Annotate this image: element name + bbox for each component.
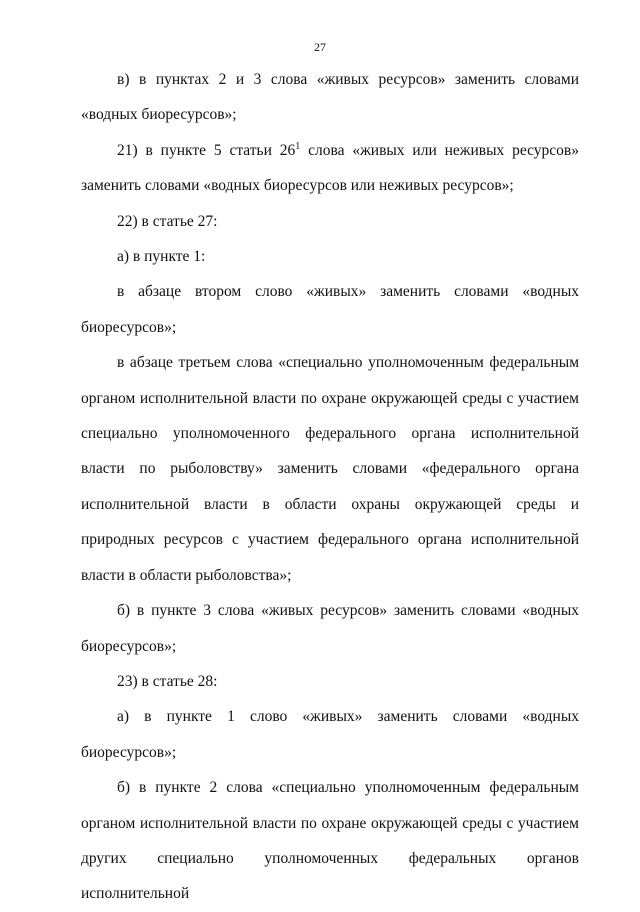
- paragraph-item-23-b: б) в пункте 2 слова «специально уполномоченным федеральным органом исполнительной власти по охране окружающей среды с участием других специально уполномоченных федеральных органов исполнительной: [81, 779, 579, 903]
- paragraph-item-23-a: а) в пункте 1 слово «живых» заменить словами «водных биоресурсов»;: [81, 708, 579, 761]
- paragraph-item-23: 23) в статье 28:: [117, 672, 218, 690]
- paragraph-item-22-b: б) в пункте 3 слова «живых ресурсов» заменить словами «водных биоресурсов»;: [81, 602, 579, 655]
- paragraph-item-21-end: слова «живых или неживых ресурсов» заменить словами «водных биоресурсов или неживых ресурсов»;: [81, 141, 579, 195]
- paragraph-item-21: [81, 133, 579, 204]
- paragraph-item-v: в) в пунктах 2 и 3 слова «живых ресурсов» заменить словами «водных биоресурсов»;: [81, 71, 579, 124]
- paragraph-item-22: 22) в статье 27:: [117, 212, 218, 230]
- paragraph-item-21-start: 21) в пункте 5 статьи 26: [117, 141, 296, 159]
- superscript-article-index: 1: [295, 140, 301, 152]
- page-number: 27: [314, 40, 326, 54]
- paragraph-item-22-a: а) в пункте 1:: [117, 248, 206, 266]
- document-body: [81, 62, 579, 912]
- paragraph-third-subparagraph: в абзаце третьем слова «специально уполномоченным федеральным органом исполнительной власти по охране окружающей среды с участием специально уполномоченного федерального органа исполнительной власти по рыболовству» заменить словами «федерального органа исполнительной власти в области охраны окружающей среды и природных ресурсов с участием федерального органа исполнительной власти в области рыболовства»;: [81, 354, 579, 584]
- paragraph-second-subparagraph: в абзаце втором слово «живых» заменить словами «водных биоресурсов»;: [81, 283, 579, 336]
